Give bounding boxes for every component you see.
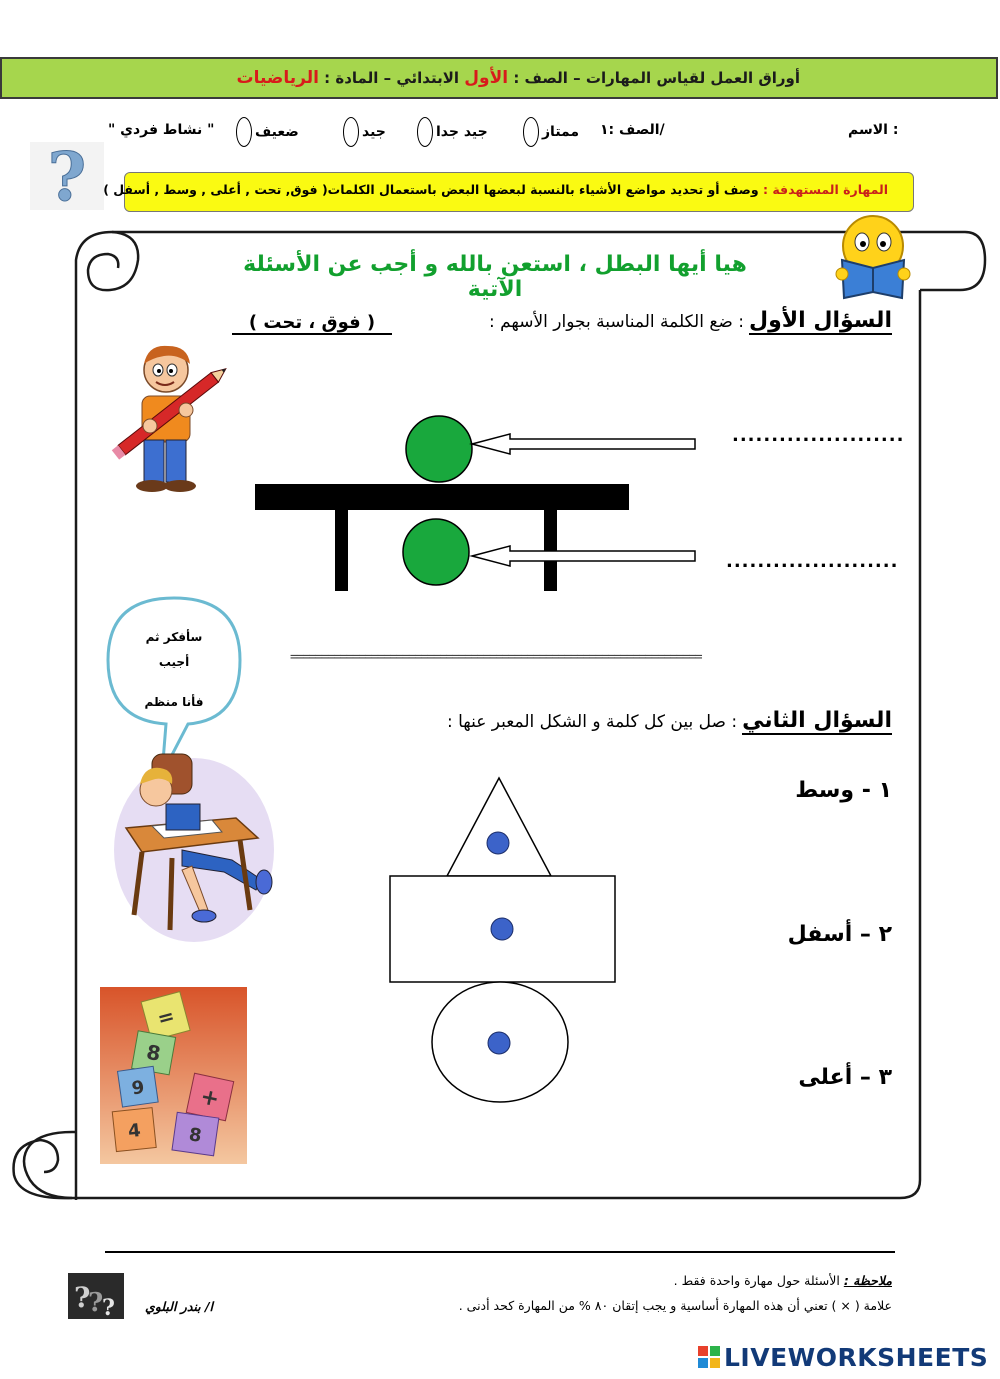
grade-good[interactable]: جيد (340, 117, 386, 147)
name-label: الاسم : (848, 122, 899, 138)
footer-rule (105, 1251, 895, 1253)
shapes-diagram (385, 775, 621, 1110)
reading-smiley-icon (828, 212, 918, 302)
table-diagram (250, 410, 710, 595)
header-title: أوراق العمل لقياس المهارات – الصف : الأول الابتدائي – المادة : الرياضيات (236, 68, 800, 88)
answer-blank-2[interactable]: ...................... (726, 551, 899, 572)
scroll-title: هيا أيها البطل ، استعن بالله و أجب عن الأسئلة الآتية (243, 252, 747, 302)
checkbox-oval[interactable] (523, 117, 539, 147)
boy-with-pencil-icon (108, 340, 243, 498)
svg-text:4: 4 (127, 1120, 142, 1143)
activity-label: " نشاط فردي " (108, 122, 215, 138)
question2-text: : صل بين كل كلمة و الشكل المعبر عنها : (446, 712, 738, 732)
svg-text:=: = (154, 1003, 178, 1031)
arrow-bottom (472, 546, 695, 566)
svg-text:?: ? (88, 1288, 104, 1318)
svg-text:9: 9 (130, 1076, 146, 1100)
triangle-shape (447, 778, 551, 876)
bubble-line-2: أجيب (158, 655, 190, 669)
table-top (255, 484, 629, 510)
match-item-2[interactable]: ٢ – أسفل (787, 922, 892, 947)
grade-very-good[interactable]: جيد جدا (414, 117, 488, 147)
match-item-3[interactable]: ٣ – أعلى (798, 1065, 892, 1090)
answer-blank-1[interactable]: ...................... (732, 425, 905, 446)
svg-text:?: ? (74, 1281, 91, 1314)
question-marks-logo-icon (68, 1273, 124, 1319)
svg-text:?: ? (47, 142, 87, 210)
question-mark-icon (30, 142, 104, 210)
bubble-line-1: سأفكر ثم (145, 630, 203, 644)
match-item-1[interactable]: ١ - وسط (795, 778, 892, 803)
liveworksheets-icon (698, 1346, 720, 1368)
author-name: ا/ بندر البلوي (145, 1299, 214, 1314)
svg-text:?: ? (102, 1295, 115, 1319)
checkbox-oval[interactable] (417, 117, 433, 147)
svg-text:8: 8 (187, 1124, 203, 1147)
liveworksheets-logo[interactable]: LIVEWORKSHEETS (698, 1343, 988, 1372)
section-divider: ================================================================== (290, 650, 701, 665)
bubble-line-3: فأنا منظم (144, 695, 204, 709)
svg-text:+: + (198, 1084, 222, 1113)
grade-excellent[interactable]: ممتاز (520, 117, 579, 147)
thinking-boy-icon (112, 740, 277, 945)
skill-statement: المهارة المستهدفة : وصف أو تحديد مواضع الأشياء بالنسبة لبعضها البعض باستعمال الكلمات( فوق, تحت , أعلى , وسط , أسفل ) (103, 182, 888, 197)
question1-header (489, 308, 892, 333)
table-leg-left (335, 508, 348, 591)
dot-triangle[interactable] (487, 832, 509, 854)
math-cubes-image (100, 987, 247, 1164)
word-bank: ( فوق ، تحت ) (232, 312, 392, 335)
question2-title: السؤال الثاني (742, 708, 892, 733)
class-label: الصف :١/ (600, 122, 665, 138)
question1-text: : ضع الكلمة المناسبة بجوار الأسهم : (488, 312, 744, 332)
table-leg-right (544, 508, 557, 591)
question1-title: السؤال الأول (749, 308, 892, 333)
ball-above-table (406, 416, 472, 482)
footer-note-2: علامة ( × ) تعني أن هذه المهارة أساسية و يجب إتقان ٨٠ % من المهارة كحد أدنى . (458, 1298, 892, 1313)
svg-text:8: 8 (144, 1039, 163, 1066)
question2-header (447, 708, 892, 733)
ball-under-table (403, 519, 469, 585)
checkbox-oval[interactable] (343, 117, 359, 147)
arrow-top (472, 434, 695, 454)
grade-weak[interactable]: ضعيف (233, 117, 299, 147)
dot-circle[interactable] (488, 1032, 510, 1054)
footer-note: ملاحظة : الأسئلة حول مهارة واحدة فقط . (673, 1273, 892, 1288)
checkbox-oval[interactable] (236, 117, 252, 147)
dot-rectangle[interactable] (491, 918, 513, 940)
